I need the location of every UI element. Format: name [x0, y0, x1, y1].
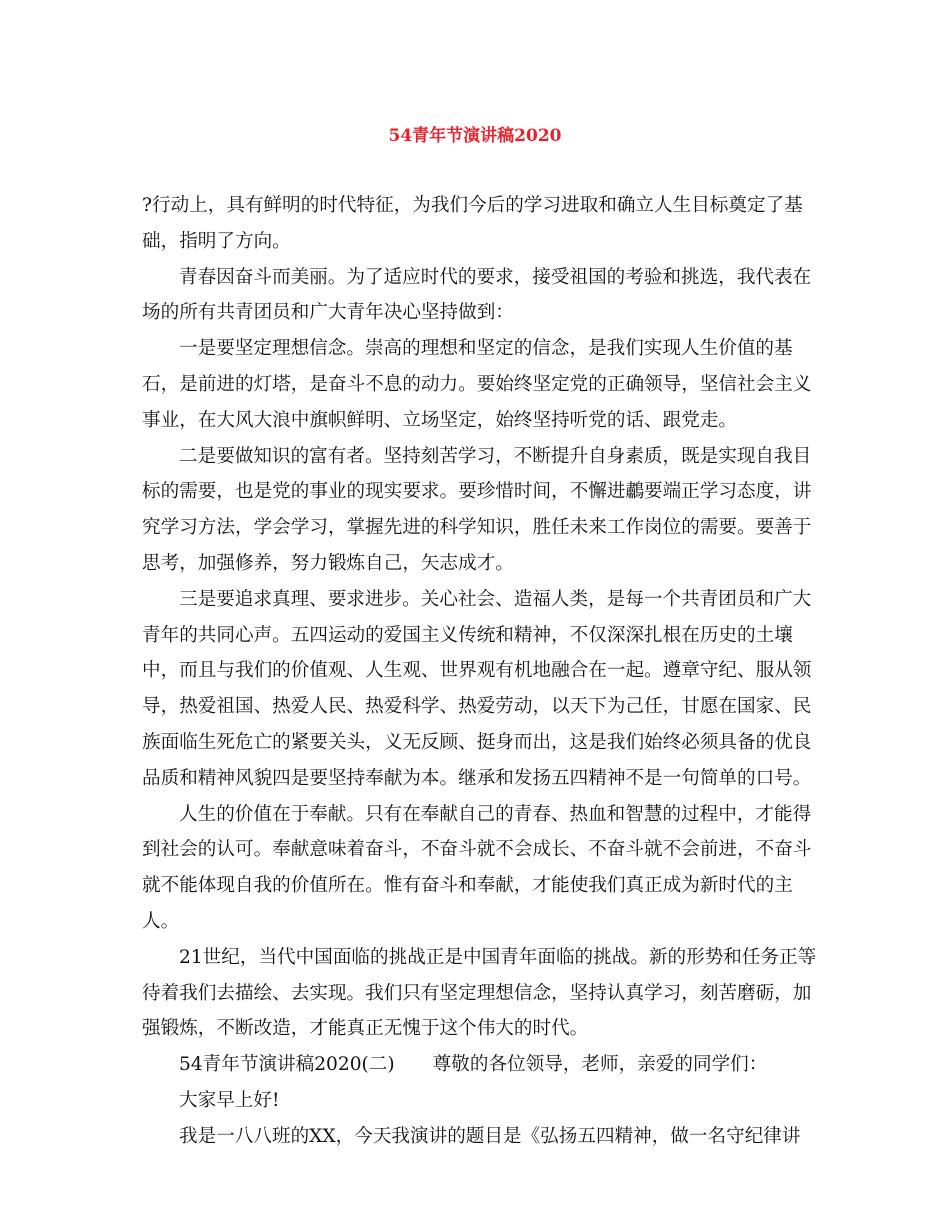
section-heading: 54青年节演讲稿2020(二) [179, 1054, 395, 1076]
greeting: 大家早上好! [179, 1089, 280, 1111]
section-heading-line [142, 1047, 818, 1083]
closing-paragraph: 我是一八八班的XX，今天我演讲的题目是《弘扬五四精神，做一名守纪律讲 [179, 1125, 801, 1147]
paragraph-5: 三是要追求真理、要求进步。关心社会、造福人类，是每一个共青团员和广大青年的共同心声。五四运动的爱国主义传统和精神，不仅深深扎根在历史的土壤中，而且与我们的价值观、人生观、世界观有机地融合在一起。遵章守纪、服从领导，热爱祖国、热爱人民、热爱科学、热爱劳动，以天下为己任，甘愿在国家、民族面临生死危亡的紧要关头，义无反顾、挺身而出，这是我们始终必须具备的优良品质和精神风貌四是要坚持奉献为本。继承和发扬五四精神不是一句简单的口号。 [142, 588, 812, 789]
paragraph-6: 人生的价值在于奉献。只有在奉献自己的青春、热血和智慧的过程中，才能得到社会的认可。奉献意味着奋斗，不奋斗就不会成长、不奋斗就不会前进，不奋斗就不能体现自我的价值所在。惟有奋斗和奉献，才能使我们真正成为新时代的主人。 [142, 803, 812, 932]
paragraph-1: ?行动上，具有鲜明的时代特征，为我们今后的学习进取和确立人生目标奠定了基础，指明了方向。 [142, 195, 803, 252]
paragraph-2: 青春因奋斗而美丽。为了适应时代的要求，接受祖国的考验和挑选，我代表在场的所有共青团员和广大青年决心坚持做到： [142, 266, 812, 324]
document-body [142, 188, 818, 1155]
salutation: 尊敬的各位领导，老师，亲爱的同学们： [432, 1054, 768, 1076]
document-title: 54青年节演讲稿2020 [388, 126, 562, 146]
paragraph-7: 21世纪，当代中国面临的挑战正是中国青年面临的挑战。新的形势和任务正等待着我们去描绘、去实现。我们只有坚定理想信念，坚持认真学习，刻苦磨砺，加强锻炼，不断改造，才能真正无愧于这个伟大的时代。 [142, 946, 817, 1040]
paragraph-3: 一是要坚定理想信念。崇高的理想和坚定的信念，是我们实现人生价值的基石，是前进的灯塔，是奋斗不息的动力。要始终坚定党的正确领导，坚信社会主义事业，在大风大浪中旗帜鲜明、立场坚定，始终坚持听党的话、跟党走。 [142, 338, 812, 431]
paragraph-4: 二是要做知识的富有者。坚持刻苦学习，不断提升自身素质，既是实现自我目标的需要，也是党的事业的现实要求。要珍惜时间，不懈进鷫要端正学习态度，讲究学习方法，学会学习，掌握先进的科学知识，胜任未来工作岗位的需要。要善于思考，加强修养，努力锻炼自己，矢志成才。 [142, 445, 812, 574]
